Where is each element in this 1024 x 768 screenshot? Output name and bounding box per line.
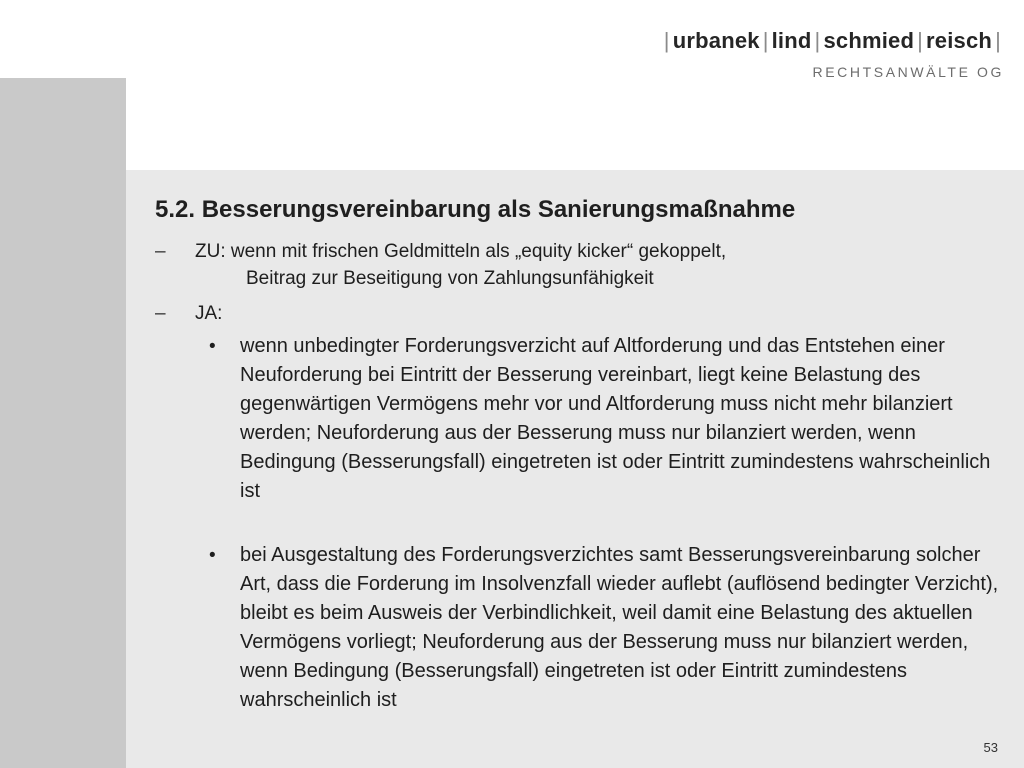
list-item-zu — [155, 238, 726, 265]
bullet-text-1: wenn unbedingter Forderungsverzicht auf Altforderung und das Entstehen einer Neuforderung bei Eintritt der Besserung vereinbart, liegt keine Belastung des gegenwärtigen Vermögens mehr vor und Altforderung muss nicht mehr bilanziert werden; Neuforderung aus der Besserung muss nur bilanziert werden, wenn Bedingung (Besserungsfall) eingetreten ist oder Eintritt zumindestens wahrscheinlich ist — [240, 335, 991, 502]
list-item-ja — [155, 300, 222, 327]
bullet-marker: • — [209, 545, 216, 566]
list-item-continuation: Beitrag zur Beseitigung von Zahlungsunfähigkeit — [246, 268, 654, 289]
firm-logo: | urbanek | lind | schmied | reisch | — [663, 28, 1001, 53]
bullet-text-2: bei Ausgestaltung des Forderungsverzichtes samt Besserungsvereinbarung solcher Art, dass die Forderung im Insolvenzfall wieder auflebt (auflösend bedingter Verzicht), bleibt es beim Ausweis der Verbindlichkeit, weil damit eine Belastung des aktuellen Vermögens vorliegt; Neuforderung aus der Besserung muss nur bilanziert werden, wenn Bedingung (Besserungsfall) eingetreten ist oder Eintritt zumindestens wahrscheinlich ist — [240, 544, 999, 711]
logo-part-schmied: schmied — [823, 28, 915, 53]
list-item-text: JA: — [195, 303, 223, 324]
firm-subtitle: RECHTSANWÄLTE OG — [812, 64, 1004, 80]
logo-part-lind: lind — [771, 28, 812, 53]
slide-title: 5.2. Besserungsvereinbarung als Sanierungsmaßnahme — [155, 196, 796, 223]
logo-part-urbanek: urbanek — [672, 28, 760, 53]
bullet-marker: • — [209, 336, 216, 357]
dash-marker: – — [155, 303, 166, 324]
logo-part-reisch: reisch — [926, 28, 993, 53]
page-number: 53 — [983, 740, 998, 755]
list-item-text: ZU: wenn mit frischen Geldmitteln als „equity kicker“ gekoppelt, — [195, 241, 727, 262]
dash-marker: – — [155, 241, 166, 262]
left-stripe — [0, 78, 126, 768]
